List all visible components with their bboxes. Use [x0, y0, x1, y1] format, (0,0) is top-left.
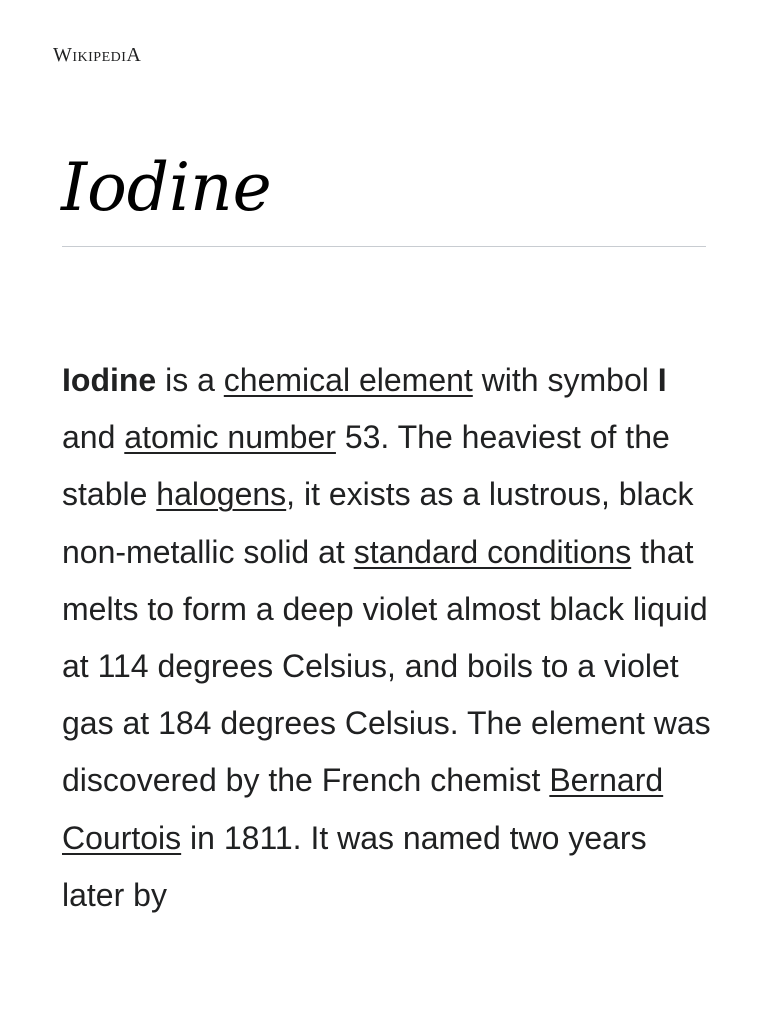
link-atomic-number[interactable]: atomic number [124, 419, 336, 456]
link-bernard-courtois[interactable]: Bernard Courtois [62, 762, 664, 856]
lead-text: in 1811. It was named two years later by [62, 819, 647, 913]
element-symbol: I [657, 362, 667, 398]
lead-text: that melts to form a deep violet almost black liquid at 114 degrees Celsius, and boils to a violet gas at 184 degrees Celsius. The element was discovered by the French chemist [62, 533, 711, 799]
lead-text: is a [156, 362, 224, 398]
lead-paragraph [62, 352, 712, 924]
link-halogens[interactable]: halogens [156, 476, 287, 513]
lead-text: and [62, 419, 125, 456]
title-divider [62, 246, 706, 247]
lead-text: with symbol [472, 362, 658, 398]
bold-term: Iodine [62, 362, 157, 398]
link-standard-conditions[interactable]: standard conditions [353, 533, 632, 570]
link-chemical-element[interactable]: chemical element [223, 362, 473, 398]
lead-text: , it exists as a lustrous, black non-metallic solid at [62, 476, 694, 570]
lead-text: 53. The heaviest of the stable [62, 419, 670, 513]
wikipedia-wordmark[interactable]: WikipediA [53, 44, 142, 66]
page-title: Iodine [61, 149, 272, 226]
